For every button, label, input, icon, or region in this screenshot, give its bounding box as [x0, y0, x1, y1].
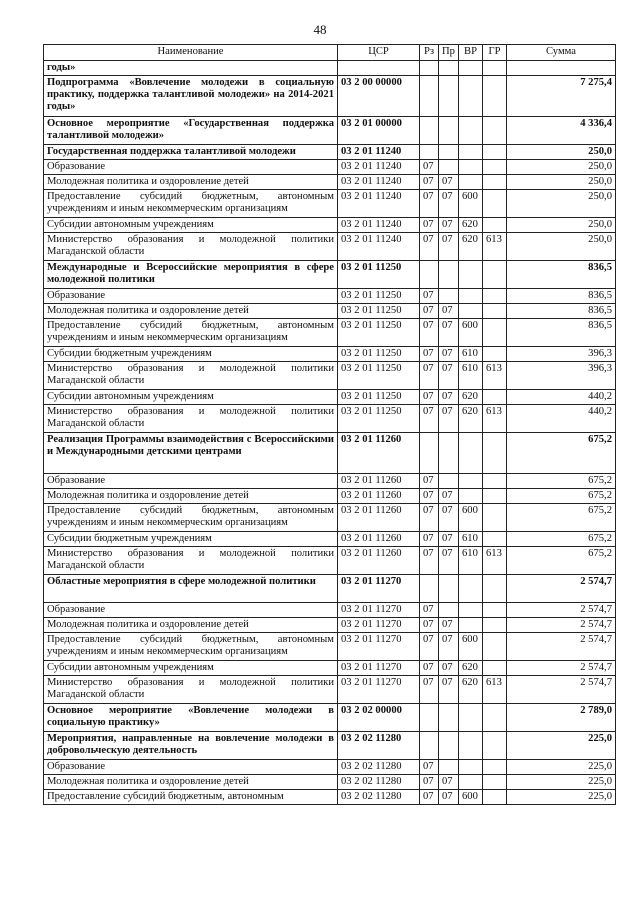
- cell-sum: 225,0: [507, 732, 616, 760]
- cell-sum: 225,0: [507, 790, 616, 805]
- cell-vr: [459, 304, 483, 319]
- cell-gr: [483, 661, 507, 676]
- page-number: 48: [313, 22, 327, 37]
- cell-vr: [459, 575, 483, 603]
- table-row: [44, 261, 616, 289]
- cell-rz: 07: [420, 390, 439, 405]
- table-row: [44, 76, 616, 117]
- cell-name: Субсидии автономным учреждениям: [44, 661, 338, 676]
- cell-rz: [420, 732, 439, 760]
- cell-pr: 07: [439, 676, 459, 704]
- cell-csr: 03 2 01 11260: [338, 532, 420, 547]
- header-csr: ЦСР: [338, 45, 420, 61]
- cell-csr: 03 2 01 11250: [338, 362, 420, 390]
- cell-csr: 03 2 01 11270: [338, 633, 420, 661]
- cell-csr: 03 2 01 11270: [338, 661, 420, 676]
- cell-gr: [483, 261, 507, 289]
- cell-pr: [439, 760, 459, 775]
- cell-name: Молодежная политика и оздоровление детей: [44, 489, 338, 504]
- cell-rz: 07: [420, 504, 439, 532]
- cell-gr: [483, 575, 507, 603]
- cell-vr: [459, 175, 483, 190]
- cell-name: Международные и Всероссийские мероприятия в сфере молодежной политики: [44, 261, 338, 289]
- table-row: [44, 218, 616, 233]
- cell-vr: [459, 775, 483, 790]
- cell-vr: 600: [459, 190, 483, 218]
- cell-vr: 600: [459, 633, 483, 661]
- cell-vr: 610: [459, 362, 483, 390]
- cell-name: Областные мероприятия в сфере молодежной политики: [44, 575, 338, 603]
- cell-csr: 03 2 02 11280: [338, 760, 420, 775]
- cell-pr: [439, 117, 459, 145]
- cell-name: Молодежная политика и оздоровление детей: [44, 618, 338, 633]
- cell-name: Предоставление субсидий бюджетным, автономным учреждениям и иным некоммерческим организациям: [44, 504, 338, 532]
- cell-name: Субсидии автономным учреждениям: [44, 390, 338, 405]
- table-row: [44, 489, 616, 504]
- cell-gr: [483, 489, 507, 504]
- cell-gr: 613: [483, 405, 507, 433]
- cell-gr: [483, 633, 507, 661]
- cell-csr: 03 2 01 11240: [338, 175, 420, 190]
- cell-gr: [483, 603, 507, 618]
- cell-rz: [420, 261, 439, 289]
- cell-pr: 07: [439, 790, 459, 805]
- table-row: [44, 532, 616, 547]
- cell-rz: 07: [420, 319, 439, 347]
- cell-pr: 07: [439, 347, 459, 362]
- cell-name: Министерство образования и молодежной политики Магаданской области: [44, 676, 338, 704]
- cell-csr: 03 2 01 00000: [338, 117, 420, 145]
- cell-vr: 620: [459, 390, 483, 405]
- cell-rz: 07: [420, 304, 439, 319]
- cell-rz: 07: [420, 405, 439, 433]
- cell-name: Образование: [44, 603, 338, 618]
- cell-vr: [459, 117, 483, 145]
- table-row: [44, 547, 616, 575]
- cell-csr: 03 2 01 11250: [338, 304, 420, 319]
- cell-pr: [439, 76, 459, 117]
- cell-vr: [459, 474, 483, 489]
- cell-name: Субсидии бюджетным учреждениям: [44, 532, 338, 547]
- cell-vr: 620: [459, 676, 483, 704]
- cell-vr: 600: [459, 504, 483, 532]
- cell-vr: [459, 76, 483, 117]
- cell-sum: 250,0: [507, 175, 616, 190]
- cell-vr: [459, 603, 483, 618]
- cell-csr: 03 2 01 11270: [338, 603, 420, 618]
- cell-csr: 03 2 01 11250: [338, 390, 420, 405]
- cell-vr: 620: [459, 405, 483, 433]
- cell-csr: 03 2 01 11270: [338, 676, 420, 704]
- cell-pr: [439, 145, 459, 160]
- cell-pr: 07: [439, 547, 459, 575]
- table-row: [44, 319, 616, 347]
- cell-pr: [439, 474, 459, 489]
- header-pr: Пр: [439, 45, 459, 61]
- cell-vr: 610: [459, 547, 483, 575]
- table-row: [44, 775, 616, 790]
- cell-rz: 07: [420, 618, 439, 633]
- table-row: [44, 145, 616, 160]
- cell-csr: 03 2 01 11260: [338, 474, 420, 489]
- table-row: [44, 362, 616, 390]
- cell-rz: 07: [420, 160, 439, 175]
- table-row: [44, 575, 616, 603]
- table-row: [44, 289, 616, 304]
- cell-vr: [459, 145, 483, 160]
- cell-pr: 07: [439, 504, 459, 532]
- cell-csr: 03 2 01 11270: [338, 618, 420, 633]
- cell-pr: 07: [439, 633, 459, 661]
- cell-sum: 836,5: [507, 304, 616, 319]
- cell-rz: 07: [420, 175, 439, 190]
- table-row: [44, 618, 616, 633]
- cell-name: годы»: [44, 61, 338, 76]
- table-row: [44, 732, 616, 760]
- cell-name: Реализация Программы взаимодействия с Всероссийскими и Международными детскими центрами: [44, 433, 338, 474]
- cell-sum: 396,3: [507, 362, 616, 390]
- cell-vr: [459, 732, 483, 760]
- cell-csr: 03 2 02 11280: [338, 790, 420, 805]
- cell-pr: 07: [439, 775, 459, 790]
- cell-name: Предоставление субсидий бюджетным, автономным учреждениям и иным некоммерческим организациям: [44, 190, 338, 218]
- cell-name: Предоставление субсидий бюджетным, автономным: [44, 790, 338, 805]
- cell-gr: [483, 474, 507, 489]
- cell-pr: 07: [439, 362, 459, 390]
- cell-vr: [459, 489, 483, 504]
- cell-sum: 440,2: [507, 405, 616, 433]
- cell-sum: 2 574,7: [507, 603, 616, 618]
- cell-name: Молодежная политика и оздоровление детей: [44, 304, 338, 319]
- table-row: [44, 474, 616, 489]
- header-name: Наименование: [44, 45, 338, 61]
- cell-csr: 03 2 01 11240: [338, 233, 420, 261]
- table-row: [44, 433, 616, 474]
- cell-pr: [439, 603, 459, 618]
- cell-csr: 03 2 01 11260: [338, 504, 420, 532]
- cell-gr: [483, 532, 507, 547]
- cell-sum: 836,5: [507, 289, 616, 304]
- cell-gr: 613: [483, 676, 507, 704]
- cell-rz: 07: [420, 190, 439, 218]
- cell-gr: [483, 76, 507, 117]
- cell-gr: [483, 760, 507, 775]
- cell-gr: [483, 190, 507, 218]
- table-row: [44, 790, 616, 805]
- cell-name: Образование: [44, 474, 338, 489]
- cell-gr: [483, 160, 507, 175]
- cell-rz: [420, 76, 439, 117]
- cell-pr: 07: [439, 532, 459, 547]
- cell-sum: 836,5: [507, 261, 616, 289]
- cell-gr: [483, 775, 507, 790]
- cell-vr: [459, 160, 483, 175]
- cell-gr: [483, 704, 507, 732]
- cell-sum: 4 336,4: [507, 117, 616, 145]
- cell-name: Молодежная политика и оздоровление детей: [44, 775, 338, 790]
- table-row: [44, 661, 616, 676]
- table-row: [44, 633, 616, 661]
- cell-rz: 07: [420, 603, 439, 618]
- table-row: [44, 117, 616, 145]
- cell-sum: 675,2: [507, 532, 616, 547]
- cell-name: Молодежная политика и оздоровление детей: [44, 175, 338, 190]
- cell-pr: 07: [439, 489, 459, 504]
- cell-pr: [439, 160, 459, 175]
- cell-csr: 03 2 01 11250: [338, 261, 420, 289]
- cell-sum: 250,0: [507, 145, 616, 160]
- cell-sum: [507, 61, 616, 76]
- cell-pr: [439, 61, 459, 76]
- cell-pr: 07: [439, 304, 459, 319]
- cell-vr: 620: [459, 218, 483, 233]
- cell-rz: 07: [420, 676, 439, 704]
- cell-pr: [439, 732, 459, 760]
- cell-sum: 675,2: [507, 474, 616, 489]
- budget-table: [43, 44, 616, 805]
- cell-rz: 07: [420, 661, 439, 676]
- cell-sum: 2 574,7: [507, 661, 616, 676]
- cell-sum: 2 574,7: [507, 633, 616, 661]
- cell-rz: [420, 145, 439, 160]
- cell-sum: 2 574,7: [507, 676, 616, 704]
- cell-sum: 396,3: [507, 347, 616, 362]
- table-row: [44, 61, 616, 76]
- cell-csr: 03 2 02 11280: [338, 775, 420, 790]
- table-row: [44, 390, 616, 405]
- cell-csr: 03 2 01 11250: [338, 347, 420, 362]
- cell-csr: 03 2 02 00000: [338, 704, 420, 732]
- cell-gr: [483, 790, 507, 805]
- cell-vr: [459, 261, 483, 289]
- cell-rz: [420, 117, 439, 145]
- cell-pr: [439, 289, 459, 304]
- cell-pr: 07: [439, 233, 459, 261]
- cell-csr: 03 2 01 11270: [338, 575, 420, 603]
- cell-pr: [439, 704, 459, 732]
- cell-rz: [420, 61, 439, 76]
- cell-rz: 07: [420, 790, 439, 805]
- cell-gr: [483, 175, 507, 190]
- cell-sum: 250,0: [507, 190, 616, 218]
- cell-rz: 07: [420, 489, 439, 504]
- cell-pr: 07: [439, 618, 459, 633]
- cell-rz: 07: [420, 547, 439, 575]
- cell-vr: [459, 61, 483, 76]
- cell-pr: [439, 575, 459, 603]
- table-row: [44, 405, 616, 433]
- table-row: [44, 504, 616, 532]
- cell-rz: [420, 704, 439, 732]
- cell-name: Министерство образования и молодежной политики Магаданской области: [44, 233, 338, 261]
- cell-csr: [338, 61, 420, 76]
- cell-csr: 03 2 01 11260: [338, 489, 420, 504]
- cell-name: Субсидии автономным учреждениям: [44, 218, 338, 233]
- cell-rz: [420, 575, 439, 603]
- cell-name: Подпрограмма «Вовлечение молодежи в социальную практику, поддержка талантливой молодежи» на 2014-2021 годы»: [44, 76, 338, 117]
- cell-name: Предоставление субсидий бюджетным, автономным учреждениям и иным некоммерческим организациям: [44, 319, 338, 347]
- table-row: [44, 175, 616, 190]
- table-row: [44, 347, 616, 362]
- cell-rz: 07: [420, 775, 439, 790]
- cell-gr: [483, 433, 507, 474]
- cell-sum: 675,2: [507, 547, 616, 575]
- table-row: [44, 304, 616, 319]
- cell-gr: [483, 732, 507, 760]
- cell-csr: 03 2 01 11240: [338, 145, 420, 160]
- cell-pr: [439, 433, 459, 474]
- cell-pr: 07: [439, 319, 459, 347]
- header-rz: Рз: [420, 45, 439, 61]
- cell-gr: [483, 145, 507, 160]
- cell-rz: 07: [420, 633, 439, 661]
- cell-gr: [483, 218, 507, 233]
- cell-csr: 03 2 01 11260: [338, 433, 420, 474]
- cell-sum: 440,2: [507, 390, 616, 405]
- cell-sum: 675,2: [507, 433, 616, 474]
- cell-pr: 07: [439, 190, 459, 218]
- cell-pr: 07: [439, 661, 459, 676]
- cell-gr: [483, 289, 507, 304]
- cell-pr: 07: [439, 405, 459, 433]
- table-row: [44, 603, 616, 618]
- cell-name: Министерство образования и молодежной политики Магаданской области: [44, 405, 338, 433]
- table-row: [44, 704, 616, 732]
- cell-sum: 250,0: [507, 233, 616, 261]
- cell-csr: 03 2 01 11250: [338, 289, 420, 304]
- cell-csr: 03 2 01 11240: [338, 190, 420, 218]
- cell-vr: [459, 289, 483, 304]
- cell-gr: [483, 61, 507, 76]
- cell-name: Государственная поддержка талантливой молодежи: [44, 145, 338, 160]
- cell-vr: [459, 704, 483, 732]
- cell-vr: 620: [459, 233, 483, 261]
- cell-rz: 07: [420, 474, 439, 489]
- cell-rz: [420, 433, 439, 474]
- cell-name: Образование: [44, 289, 338, 304]
- cell-pr: 07: [439, 218, 459, 233]
- cell-gr: [483, 390, 507, 405]
- cell-vr: 620: [459, 661, 483, 676]
- table-row: [44, 190, 616, 218]
- cell-gr: 613: [483, 233, 507, 261]
- cell-csr: 03 2 01 11240: [338, 160, 420, 175]
- cell-csr: 03 2 01 11260: [338, 547, 420, 575]
- cell-pr: 07: [439, 390, 459, 405]
- cell-sum: 2 789,0: [507, 704, 616, 732]
- cell-rz: 07: [420, 532, 439, 547]
- cell-sum: 2 574,7: [507, 618, 616, 633]
- header-sum: Сумма: [507, 45, 616, 61]
- table-row: [44, 160, 616, 175]
- header-vr: ВР: [459, 45, 483, 61]
- cell-pr: [439, 261, 459, 289]
- cell-csr: 03 2 01 11250: [338, 405, 420, 433]
- cell-name: Образование: [44, 160, 338, 175]
- cell-name: Министерство образования и молодежной политики Магаданской области: [44, 362, 338, 390]
- table-row: [44, 676, 616, 704]
- cell-gr: [483, 618, 507, 633]
- cell-rz: 07: [420, 347, 439, 362]
- table-header-row: [44, 45, 616, 61]
- cell-sum: 675,2: [507, 504, 616, 532]
- cell-vr: 610: [459, 347, 483, 362]
- cell-name: Мероприятия, направленные на вовлечение молодежи в добровольческую деятельность: [44, 732, 338, 760]
- cell-rz: 07: [420, 289, 439, 304]
- cell-name: Образование: [44, 760, 338, 775]
- cell-vr: 600: [459, 319, 483, 347]
- table-row: [44, 760, 616, 775]
- cell-gr: [483, 117, 507, 145]
- cell-name: Субсидии бюджетным учреждениям: [44, 347, 338, 362]
- cell-vr: 600: [459, 790, 483, 805]
- table-row: [44, 233, 616, 261]
- cell-sum: 2 574,7: [507, 575, 616, 603]
- cell-vr: [459, 760, 483, 775]
- cell-name: Предоставление субсидий бюджетным, автономным учреждениям и иным некоммерческим организациям: [44, 633, 338, 661]
- cell-vr: [459, 433, 483, 474]
- cell-csr: 03 2 01 11250: [338, 319, 420, 347]
- cell-csr: 03 2 01 11240: [338, 218, 420, 233]
- cell-name: Основное мероприятие «Государственная поддержка талантливой молодежи»: [44, 117, 338, 145]
- cell-rz: 07: [420, 233, 439, 261]
- cell-sum: 250,0: [507, 160, 616, 175]
- cell-name: Основное мероприятие «Вовлечение молодежи в социальную практику»: [44, 704, 338, 732]
- cell-sum: 225,0: [507, 775, 616, 790]
- header-gr: ГР: [483, 45, 507, 61]
- cell-vr: [459, 618, 483, 633]
- cell-sum: 225,0: [507, 760, 616, 775]
- cell-sum: 7 275,4: [507, 76, 616, 117]
- cell-gr: 613: [483, 547, 507, 575]
- cell-gr: [483, 304, 507, 319]
- cell-rz: 07: [420, 218, 439, 233]
- cell-gr: [483, 319, 507, 347]
- cell-rz: 07: [420, 760, 439, 775]
- table-body: [44, 61, 616, 805]
- cell-gr: 613: [483, 362, 507, 390]
- cell-gr: [483, 347, 507, 362]
- cell-csr: 03 2 02 11280: [338, 732, 420, 760]
- cell-name: Министерство образования и молодежной политики Магаданской области: [44, 547, 338, 575]
- cell-vr: 610: [459, 532, 483, 547]
- cell-gr: [483, 504, 507, 532]
- cell-pr: 07: [439, 175, 459, 190]
- cell-csr: 03 2 00 00000: [338, 76, 420, 117]
- cell-sum: 675,2: [507, 489, 616, 504]
- cell-sum: 836,5: [507, 319, 616, 347]
- cell-rz: 07: [420, 362, 439, 390]
- cell-sum: 250,0: [507, 218, 616, 233]
